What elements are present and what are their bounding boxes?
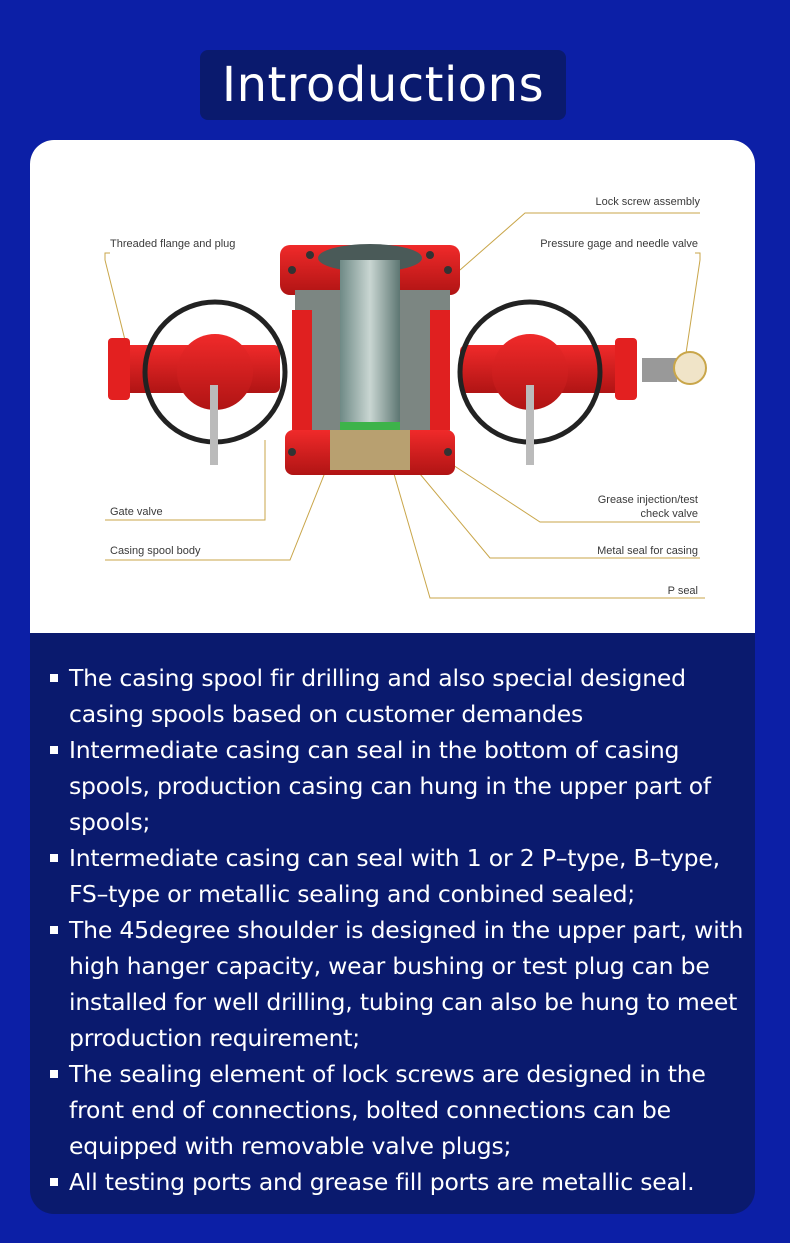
label-p-seal: P seal (667, 585, 698, 597)
bullet-icon (50, 746, 58, 754)
page-title: Introductions (221, 57, 545, 113)
label-casing-spool-body: Casing spool body (110, 545, 201, 557)
list-item (48, 840, 753, 912)
label-grease-line2: check valve (640, 508, 698, 520)
bullet-icon (50, 1070, 58, 1078)
feature-list (48, 660, 753, 1200)
list-item (48, 912, 753, 1056)
bullet-icon (50, 674, 58, 682)
feature-text: All testing ports and grease fill ports are metallic seal. (69, 1168, 695, 1196)
feature-text: Intermediate casing can seal with 1 or 2 P–type, B–type, FS–type or metallic sealing and conbined sealed; (69, 844, 720, 908)
label-grease-line1: Grease injection/test (597, 494, 698, 506)
list-item (48, 660, 753, 732)
list-item (48, 1164, 753, 1200)
bullet-icon (50, 854, 58, 862)
bullet-icon (50, 926, 58, 934)
bullet-icon (50, 1178, 58, 1186)
list-item (48, 1056, 753, 1164)
feature-text: The sealing element of lock screws are designed in the front end of connections, bolted connections can be equipped with removable valve plugs; (69, 1060, 706, 1160)
label-gate-valve: Gate valve (110, 506, 163, 518)
casing-spool-illustration (30, 140, 755, 633)
label-metal-seal: Metal seal for casing (597, 545, 698, 557)
title-banner (200, 50, 566, 120)
label-lock-screw: Lock screw assembly (595, 196, 700, 208)
feature-text: Intermediate casing can seal in the bottom of casing spools, production casing can hung in the upper part of spools; (69, 736, 711, 836)
feature-text: The 45degree shoulder is designed in the upper part, with high hanger capacity, wear bushing or test plug can be installed for well drilling, tubing can also be hung to meet prroduction requirement; (69, 916, 744, 1052)
casing-spool-diagram (30, 140, 755, 633)
list-item (48, 732, 753, 840)
feature-text: The casing spool fir drilling and also special designed casing spools based on customer demandes (69, 664, 686, 728)
label-pressure-gage: Pressure gage and needle valve (540, 238, 698, 250)
intro-card (30, 140, 755, 1214)
label-threaded-flange: Threaded flange and plug (110, 238, 236, 250)
